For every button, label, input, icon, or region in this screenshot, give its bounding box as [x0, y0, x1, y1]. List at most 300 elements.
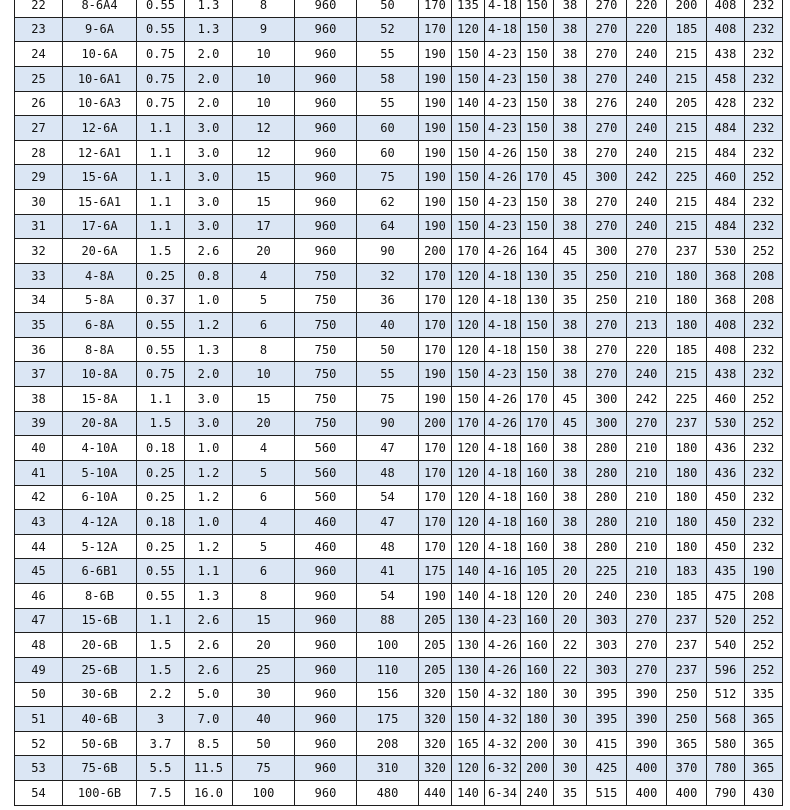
cell-no: 31	[15, 214, 63, 239]
cell-current-a: 1.3	[185, 584, 233, 609]
cell-speed-rpm: 960	[295, 0, 357, 17]
cell-dim-d: 38	[554, 17, 587, 42]
cell-dim-g: 370	[667, 756, 707, 781]
cell-dim-b: 120	[452, 756, 485, 781]
cell-weight: 208	[357, 731, 419, 756]
cell-weight: 60	[357, 116, 419, 141]
cell-weight: 40	[357, 313, 419, 338]
cell-dim-a: 170	[419, 337, 452, 362]
cell-dim-f: 390	[627, 731, 667, 756]
cell-dim-c: 105	[521, 559, 554, 584]
cell-dim-e: 303	[587, 633, 627, 658]
cell-speed-rpm: 960	[295, 682, 357, 707]
cell-dim-d: 38	[554, 140, 587, 165]
cell-dim-b: 140	[452, 559, 485, 584]
cell-dim-k: 232	[745, 116, 783, 141]
cell-power-kw: 0.25	[137, 534, 185, 559]
cell-current-a: 1.3	[185, 17, 233, 42]
cell-power-kw: 0.18	[137, 510, 185, 535]
cell-dim-d: 38	[554, 190, 587, 215]
cell-speed-rpm: 750	[295, 387, 357, 412]
table-row	[15, 313, 783, 338]
cell-speed-rpm: 960	[295, 657, 357, 682]
cell-current-a: 8.5	[185, 731, 233, 756]
cell-dim-e: 303	[587, 608, 627, 633]
cell-weight: 48	[357, 534, 419, 559]
cell-no: 54	[15, 781, 63, 806]
cell-dim-g: 215	[667, 66, 707, 91]
cell-bolt-spec: 4-26	[485, 411, 521, 436]
cell-dim-d: 22	[554, 657, 587, 682]
cell-dim-f: 220	[627, 0, 667, 17]
cell-dim-a: 205	[419, 608, 452, 633]
table-row	[15, 239, 783, 264]
cell-dim-e: 250	[587, 288, 627, 313]
cell-dim-b: 135	[452, 0, 485, 17]
cell-dim-k: 365	[745, 707, 783, 732]
cell-dim-c: 240	[521, 781, 554, 806]
cell-dim-f: 270	[627, 657, 667, 682]
cell-weight: 60	[357, 140, 419, 165]
cell-dim-c: 130	[521, 288, 554, 313]
cell-power-kw: 0.25	[137, 460, 185, 485]
cell-dim-f: 400	[627, 781, 667, 806]
cell-dim-b: 150	[452, 362, 485, 387]
cell-dim-k: 208	[745, 263, 783, 288]
cell-dim-f: 210	[627, 559, 667, 584]
cell-air-volume: 20	[233, 411, 295, 436]
cell-dim-k: 232	[745, 436, 783, 461]
cell-dim-k: 232	[745, 214, 783, 239]
cell-dim-d: 35	[554, 781, 587, 806]
cell-speed-rpm: 960	[295, 42, 357, 67]
cell-weight: 62	[357, 190, 419, 215]
cell-dim-g: 185	[667, 337, 707, 362]
cell-bolt-spec: 4-32	[485, 682, 521, 707]
cell-dim-k: 252	[745, 411, 783, 436]
cell-current-a: 2.0	[185, 91, 233, 116]
cell-model: 10-6A3	[63, 91, 137, 116]
cell-dim-h: 458	[707, 66, 745, 91]
cell-dim-d: 38	[554, 91, 587, 116]
cell-model: 20-6B	[63, 633, 137, 658]
cell-dim-f: 400	[627, 756, 667, 781]
table-row	[15, 140, 783, 165]
cell-dim-g: 215	[667, 214, 707, 239]
cell-dim-d: 38	[554, 0, 587, 17]
cell-current-a: 3.0	[185, 165, 233, 190]
cell-speed-rpm: 960	[295, 214, 357, 239]
cell-dim-a: 170	[419, 288, 452, 313]
cell-dim-e: 250	[587, 263, 627, 288]
cell-dim-a: 170	[419, 263, 452, 288]
cell-dim-c: 150	[521, 42, 554, 67]
cell-dim-c: 150	[521, 190, 554, 215]
cell-model: 20-8A	[63, 411, 137, 436]
cell-current-a: 3.0	[185, 116, 233, 141]
cell-dim-f: 240	[627, 214, 667, 239]
cell-model: 8-6B	[63, 584, 137, 609]
cell-model: 50-6B	[63, 731, 137, 756]
cell-dim-c: 170	[521, 165, 554, 190]
cell-dim-g: 400	[667, 781, 707, 806]
cell-speed-rpm: 960	[295, 756, 357, 781]
cell-dim-d: 38	[554, 510, 587, 535]
cell-speed-rpm: 960	[295, 731, 357, 756]
cell-dim-b: 120	[452, 17, 485, 42]
cell-air-volume: 6	[233, 559, 295, 584]
cell-dim-d: 30	[554, 707, 587, 732]
cell-dim-k: 232	[745, 17, 783, 42]
cell-dim-k: 232	[745, 460, 783, 485]
cell-bolt-spec: 6-34	[485, 781, 521, 806]
cell-current-a: 2.6	[185, 633, 233, 658]
cell-model: 6-6B1	[63, 559, 137, 584]
cell-dim-e: 270	[587, 17, 627, 42]
cell-air-volume: 8	[233, 584, 295, 609]
cell-speed-rpm: 750	[295, 288, 357, 313]
cell-dim-h: 460	[707, 387, 745, 412]
cell-dim-e: 280	[587, 510, 627, 535]
cell-model: 4-10A	[63, 436, 137, 461]
cell-dim-k: 208	[745, 584, 783, 609]
cell-no: 34	[15, 288, 63, 313]
cell-bolt-spec: 4-32	[485, 707, 521, 732]
cell-speed-rpm: 960	[295, 781, 357, 806]
cell-dim-g: 180	[667, 460, 707, 485]
cell-dim-b: 150	[452, 682, 485, 707]
cell-weight: 310	[357, 756, 419, 781]
cell-dim-b: 120	[452, 288, 485, 313]
cell-dim-k: 252	[745, 657, 783, 682]
cell-dim-e: 395	[587, 707, 627, 732]
cell-air-volume: 10	[233, 91, 295, 116]
cell-no: 24	[15, 42, 63, 67]
cell-bolt-spec: 4-18	[485, 460, 521, 485]
cell-dim-h: 408	[707, 337, 745, 362]
cell-bolt-spec: 4-18	[485, 17, 521, 42]
cell-bolt-spec: 4-18	[485, 288, 521, 313]
cell-speed-rpm: 560	[295, 460, 357, 485]
cell-dim-c: 160	[521, 510, 554, 535]
cell-dim-d: 30	[554, 756, 587, 781]
cell-dim-b: 120	[452, 263, 485, 288]
cell-dim-b: 130	[452, 608, 485, 633]
cell-dim-h: 484	[707, 190, 745, 215]
cell-dim-e: 270	[587, 190, 627, 215]
cell-weight: 47	[357, 436, 419, 461]
cell-air-volume: 100	[233, 781, 295, 806]
cell-dim-f: 390	[627, 682, 667, 707]
cell-air-volume: 8	[233, 337, 295, 362]
cell-weight: 48	[357, 460, 419, 485]
cell-dim-h: 790	[707, 781, 745, 806]
table-row	[15, 66, 783, 91]
cell-current-a: 3.0	[185, 411, 233, 436]
cell-dim-d: 38	[554, 436, 587, 461]
cell-dim-h: 780	[707, 756, 745, 781]
cell-dim-f: 240	[627, 140, 667, 165]
cell-speed-rpm: 960	[295, 165, 357, 190]
cell-weight: 52	[357, 17, 419, 42]
cell-weight: 50	[357, 337, 419, 362]
cell-no: 28	[15, 140, 63, 165]
cell-dim-d: 30	[554, 682, 587, 707]
table-row	[15, 288, 783, 313]
cell-dim-b: 120	[452, 510, 485, 535]
cell-dim-k: 252	[745, 387, 783, 412]
cell-air-volume: 75	[233, 756, 295, 781]
cell-dim-b: 120	[452, 313, 485, 338]
cell-dim-d: 20	[554, 559, 587, 584]
cell-air-volume: 9	[233, 17, 295, 42]
cell-dim-k: 232	[745, 0, 783, 17]
cell-speed-rpm: 960	[295, 66, 357, 91]
cell-dim-k: 190	[745, 559, 783, 584]
cell-power-kw: 0.55	[137, 0, 185, 17]
cell-speed-rpm: 960	[295, 91, 357, 116]
cell-weight: 156	[357, 682, 419, 707]
cell-dim-a: 190	[419, 116, 452, 141]
table-row	[15, 559, 783, 584]
cell-model: 15-8A	[63, 387, 137, 412]
cell-weight: 54	[357, 584, 419, 609]
cell-dim-h: 460	[707, 165, 745, 190]
cell-dim-h: 530	[707, 411, 745, 436]
cell-power-kw: 5.5	[137, 756, 185, 781]
table-row	[15, 337, 783, 362]
cell-dim-h: 580	[707, 731, 745, 756]
cell-bolt-spec: 4-23	[485, 362, 521, 387]
cell-dim-f: 240	[627, 362, 667, 387]
cell-dim-e: 280	[587, 436, 627, 461]
cell-dim-d: 38	[554, 66, 587, 91]
cell-current-a: 0.8	[185, 263, 233, 288]
cell-air-volume: 30	[233, 682, 295, 707]
cell-dim-c: 160	[521, 534, 554, 559]
cell-dim-k: 252	[745, 633, 783, 658]
cell-weight: 175	[357, 707, 419, 732]
cell-speed-rpm: 750	[295, 337, 357, 362]
cell-dim-b: 150	[452, 66, 485, 91]
cell-power-kw: 1.1	[137, 165, 185, 190]
cell-current-a: 1.2	[185, 534, 233, 559]
cell-no: 51	[15, 707, 63, 732]
cell-no: 50	[15, 682, 63, 707]
cell-model: 40-6B	[63, 707, 137, 732]
cell-dim-c: 160	[521, 436, 554, 461]
cell-no: 41	[15, 460, 63, 485]
cell-dim-g: 205	[667, 91, 707, 116]
cell-dim-g: 215	[667, 190, 707, 215]
cell-dim-h: 408	[707, 313, 745, 338]
cell-air-volume: 10	[233, 42, 295, 67]
cell-dim-a: 200	[419, 239, 452, 264]
cell-dim-g: 237	[667, 633, 707, 658]
cell-weight: 64	[357, 214, 419, 239]
cell-dim-f: 210	[627, 460, 667, 485]
cell-dim-h: 450	[707, 485, 745, 510]
cell-current-a: 2.0	[185, 66, 233, 91]
cell-dim-k: 232	[745, 485, 783, 510]
cell-current-a: 2.6	[185, 657, 233, 682]
cell-no: 25	[15, 66, 63, 91]
cell-power-kw: 0.75	[137, 362, 185, 387]
cell-dim-d: 20	[554, 608, 587, 633]
cell-current-a: 5.0	[185, 682, 233, 707]
table-row	[15, 214, 783, 239]
cell-dim-k: 208	[745, 288, 783, 313]
cell-dim-g: 185	[667, 17, 707, 42]
cell-speed-rpm: 460	[295, 510, 357, 535]
cell-bolt-spec: 4-26	[485, 657, 521, 682]
cell-speed-rpm: 960	[295, 239, 357, 264]
cell-model: 5-12A	[63, 534, 137, 559]
cell-current-a: 7.0	[185, 707, 233, 732]
cell-dim-g: 180	[667, 510, 707, 535]
cell-dim-g: 225	[667, 165, 707, 190]
cell-air-volume: 12	[233, 116, 295, 141]
cell-bolt-spec: 4-23	[485, 66, 521, 91]
cell-air-volume: 20	[233, 239, 295, 264]
cell-current-a: 2.0	[185, 362, 233, 387]
cell-bolt-spec: 4-23	[485, 190, 521, 215]
cell-model: 6-8A	[63, 313, 137, 338]
cell-air-volume: 4	[233, 436, 295, 461]
cell-dim-d: 38	[554, 214, 587, 239]
cell-current-a: 3.0	[185, 387, 233, 412]
cell-dim-a: 170	[419, 485, 452, 510]
cell-dim-c: 180	[521, 682, 554, 707]
cell-dim-b: 150	[452, 140, 485, 165]
cell-dim-e: 270	[587, 140, 627, 165]
cell-weight: 480	[357, 781, 419, 806]
cell-dim-f: 210	[627, 485, 667, 510]
cell-air-volume: 15	[233, 387, 295, 412]
cell-dim-h: 530	[707, 239, 745, 264]
cell-dim-f: 242	[627, 387, 667, 412]
table-row	[15, 460, 783, 485]
cell-current-a: 1.3	[185, 0, 233, 17]
cell-dim-c: 160	[521, 608, 554, 633]
cell-dim-c: 160	[521, 657, 554, 682]
cell-speed-rpm: 560	[295, 485, 357, 510]
table-row	[15, 387, 783, 412]
cell-dim-g: 180	[667, 485, 707, 510]
cell-dim-g: 180	[667, 313, 707, 338]
cell-dim-c: 150	[521, 214, 554, 239]
cell-power-kw: 1.5	[137, 657, 185, 682]
cell-dim-f: 240	[627, 66, 667, 91]
cell-dim-a: 320	[419, 756, 452, 781]
cell-bolt-spec: 4-18	[485, 436, 521, 461]
cell-weight: 32	[357, 263, 419, 288]
cell-current-a: 1.3	[185, 337, 233, 362]
cell-dim-f: 270	[627, 608, 667, 633]
cell-dim-g: 237	[667, 657, 707, 682]
cell-bolt-spec: 4-23	[485, 214, 521, 239]
cell-dim-g: 180	[667, 288, 707, 313]
table-row	[15, 436, 783, 461]
table-row	[15, 362, 783, 387]
cell-dim-c: 200	[521, 731, 554, 756]
cell-dim-g: 215	[667, 116, 707, 141]
cell-no: 27	[15, 116, 63, 141]
cell-dim-b: 170	[452, 411, 485, 436]
cell-dim-d: 38	[554, 313, 587, 338]
cell-model: 17-6A	[63, 214, 137, 239]
cell-dim-e: 425	[587, 756, 627, 781]
cell-dim-a: 190	[419, 140, 452, 165]
cell-air-volume: 12	[233, 140, 295, 165]
cell-dim-d: 45	[554, 387, 587, 412]
cell-dim-c: 150	[521, 91, 554, 116]
cell-air-volume: 15	[233, 608, 295, 633]
cell-no: 47	[15, 608, 63, 633]
cell-power-kw: 1.1	[137, 214, 185, 239]
cell-model: 30-6B	[63, 682, 137, 707]
cell-dim-e: 395	[587, 682, 627, 707]
cell-dim-b: 140	[452, 781, 485, 806]
cell-dim-e: 270	[587, 116, 627, 141]
cell-model: 75-6B	[63, 756, 137, 781]
cell-dim-k: 365	[745, 756, 783, 781]
cell-no: 53	[15, 756, 63, 781]
cell-dim-f: 210	[627, 288, 667, 313]
cell-speed-rpm: 750	[295, 263, 357, 288]
cell-dim-a: 320	[419, 731, 452, 756]
cell-dim-g: 237	[667, 411, 707, 436]
cell-power-kw: 0.37	[137, 288, 185, 313]
cell-no: 26	[15, 91, 63, 116]
cell-speed-rpm: 960	[295, 116, 357, 141]
cell-dim-a: 190	[419, 165, 452, 190]
cell-dim-a: 190	[419, 91, 452, 116]
cell-no: 43	[15, 510, 63, 535]
table-row	[15, 707, 783, 732]
cell-dim-a: 320	[419, 682, 452, 707]
cell-power-kw: 1.5	[137, 633, 185, 658]
cell-model: 6-10A	[63, 485, 137, 510]
cell-dim-e: 276	[587, 91, 627, 116]
cell-bolt-spec: 4-18	[485, 337, 521, 362]
cell-no: 45	[15, 559, 63, 584]
cell-no: 38	[15, 387, 63, 412]
cell-no: 52	[15, 731, 63, 756]
table-row	[15, 263, 783, 288]
cell-dim-b: 150	[452, 42, 485, 67]
cell-dim-e: 280	[587, 534, 627, 559]
cell-dim-a: 440	[419, 781, 452, 806]
cell-dim-d: 20	[554, 584, 587, 609]
cell-dim-g: 215	[667, 140, 707, 165]
cell-weight: 110	[357, 657, 419, 682]
cell-weight: 75	[357, 387, 419, 412]
cell-model: 4-12A	[63, 510, 137, 535]
cell-model: 9-6A	[63, 17, 137, 42]
cell-dim-d: 38	[554, 42, 587, 67]
cell-dim-e: 280	[587, 460, 627, 485]
cell-model: 5-10A	[63, 460, 137, 485]
cell-power-kw: 2.2	[137, 682, 185, 707]
cell-dim-h: 438	[707, 42, 745, 67]
cell-dim-f: 210	[627, 263, 667, 288]
cell-dim-g: 200	[667, 0, 707, 17]
cell-dim-k: 430	[745, 781, 783, 806]
cell-no: 23	[15, 17, 63, 42]
cell-dim-e: 270	[587, 313, 627, 338]
specification-table	[14, 0, 783, 806]
